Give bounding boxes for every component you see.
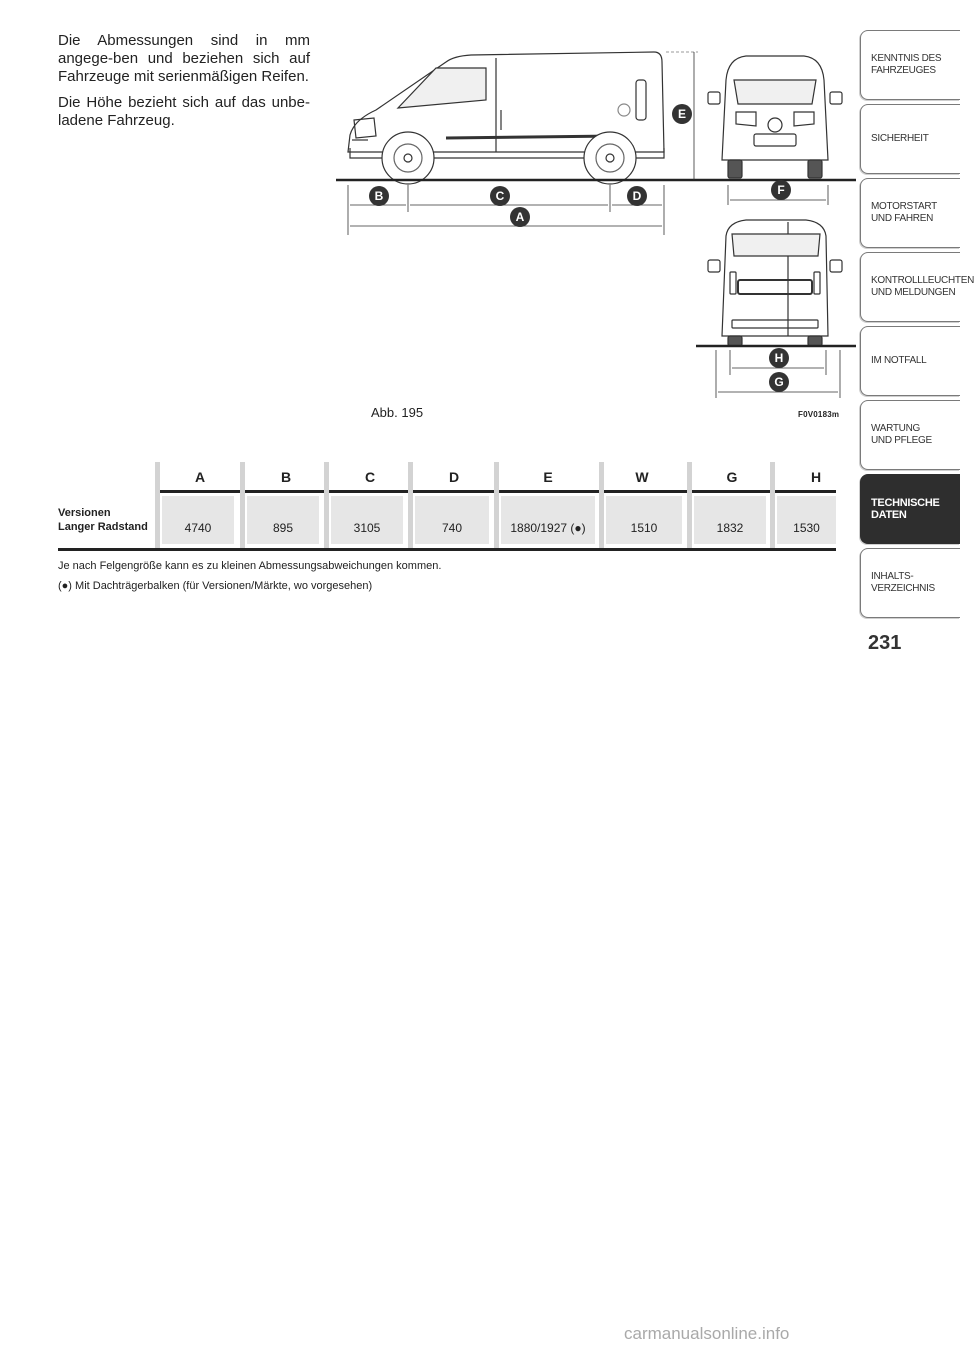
vehicle-dimensions-figure	[336, 40, 856, 410]
table-cell: 1510	[606, 496, 682, 544]
tab-technische-daten[interactable]: TECHNISCHE DATEN	[860, 474, 960, 544]
label-e-badge: E	[677, 107, 687, 121]
intro-paragraph-1: Die Abmessungen sind in mm angege-ben und beziehen sich auf Fahrzeuge mit serienmäßigen Reifen.	[58, 32, 310, 85]
intro-text	[58, 32, 310, 138]
van-rear-view	[708, 220, 842, 346]
row-label-line2: Langer Radstand	[58, 521, 148, 533]
tab-wartung[interactable]: WARTUNG UND PFLEGE	[860, 400, 960, 470]
label-a-badge: A	[515, 210, 525, 224]
col-header-h: H	[810, 469, 822, 485]
intro-paragraph-2: Die Höhe bezieht sich auf das unbe-ladene Fahrzeug.	[58, 94, 310, 129]
row-label-line1: Versionen	[58, 507, 111, 519]
label-h-badge: H	[774, 351, 784, 365]
tab-inhaltsverzeichnis[interactable]: INHALTS- VERZEICHNIS	[860, 548, 960, 618]
label-f-badge: F	[777, 183, 785, 197]
note-line-2: (●) Mit Dachträgerbalken (für Versionen/Märkte, wo vorgesehen)	[58, 580, 373, 592]
label-b-badge: B	[374, 189, 384, 203]
van-side-view	[348, 52, 664, 184]
col-header-w: W	[635, 469, 649, 485]
note-line-1: Je nach Felgengröße kann es zu kleinen Abmessungsabweichungen kommen.	[58, 560, 442, 572]
figure-caption: Abb. 195	[371, 405, 424, 420]
watermark: carmanualsonline.info	[624, 1324, 790, 1343]
label-d-badge: D	[632, 189, 642, 203]
col-header-b: B	[280, 469, 292, 485]
figure-code: F0V0183m	[798, 410, 840, 419]
table-cell: 4740	[162, 496, 234, 544]
tab-im-notfall[interactable]: IM NOTFALL	[860, 326, 960, 396]
col-header-c: C	[364, 469, 376, 485]
label-c-badge: C	[495, 189, 505, 203]
table-cell: 1880/1927 (●)	[501, 496, 595, 544]
col-header-e: E	[543, 469, 553, 485]
table-cell: 1832	[694, 496, 766, 544]
row-label	[58, 506, 148, 534]
label-g-badge: G	[774, 375, 784, 389]
table-bottom-rule	[58, 548, 836, 551]
tab-motorstart[interactable]: MOTORSTART UND FAHREN	[860, 178, 960, 248]
col-header-d: D	[448, 469, 460, 485]
tab-kontrollleuchten[interactable]: KONTROLLLEUCHTEN UND MELDUNGEN	[860, 252, 960, 322]
table-cell: 740	[415, 496, 489, 544]
page-number: 231	[868, 632, 902, 654]
tab-sicherheit[interactable]: SICHERHEIT	[860, 104, 960, 174]
dimensions-table	[58, 462, 836, 554]
tab-kenntnis[interactable]: KENNTNIS DES FAHRZEUGES	[860, 30, 960, 100]
col-header-a: A	[194, 469, 206, 485]
table-cell: 895	[247, 496, 319, 544]
table-cell: 1530	[777, 496, 836, 544]
col-header-g: G	[726, 469, 738, 485]
table-cell: 3105	[331, 496, 403, 544]
van-front-view	[708, 56, 842, 178]
